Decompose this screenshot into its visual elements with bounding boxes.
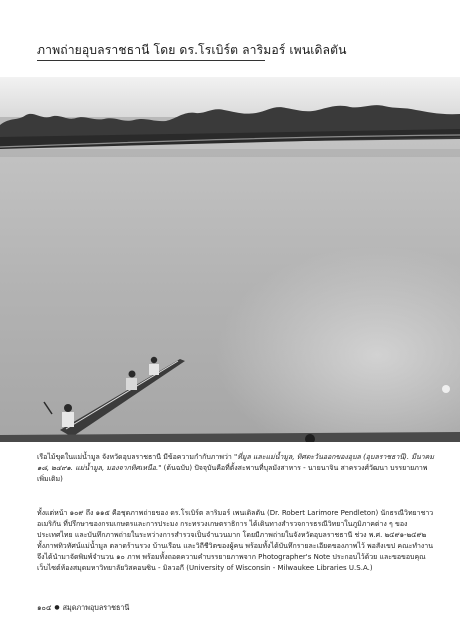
caption-text-1: เรือไม้ขุดในแม่น้ำมูล จังหวัดอุบลราชธานี มีข้อความกำกับภาพว่า "	[37, 453, 238, 461]
bullet-separator-icon: ●	[54, 604, 60, 611]
page-footer	[37, 603, 237, 614]
photo-image	[0, 77, 460, 442]
page-number: ๑๐๔	[37, 603, 52, 612]
river-photo	[0, 77, 460, 442]
photo-caption	[37, 452, 435, 485]
page-title: ภาพถ่ายอุบลราชธานี โดย ดร.โรเบิร์ต ลาริมอร์ เพนเดิลตัน	[37, 43, 347, 57]
body-paragraph: ทั้งแต่หน้า ๑๐๙ ถึง ๑๑๕ คือชุดภาพถ่ายของ ดร.โรเบิร์ต ลาริมอร์ เพนเดิลตัน (Dr. Robert Larimore Pendleton) นักธรณีวิทยาชาวอเมริกัน ที่ปรึกษาของกรมเกษตรและการประมง กระทรวงเกษตราธิการ ได้เดินทางสำรวจการธรณีวิทยาในภูมิภาคต่าง ๆ ของประเทศไทย และบันทึกภาพถ่ายในระหว่างการสำรวจเป็นจำนวนมาก โดยมีภาพถ่ายในจังหวัดอุบลราชธานี ช่วง พ.ศ. ๒๔๙๑-๒๔๙๒ ทั้งภาพทิวทัศน์แม่น้ำมูล ตลาดร้านรวง บ้านเรือน และวิถีชีวิตของผู้คน พร้อมทั้งได้บันทึกรายละเอียดของภาพไว้ พอสังเขป คณะทำงานจึงได้นำมาจัดพิมพ์จำนวน ๑๐ ภาพ พร้อมทั้งถอดความคำบรรยายภาพจาก Photographer's Note ประกอบไว้ด้วย และขอขอบคุณเว็บไซต์ห้องสมุดมหาวิทยาลัยวิสคอนซิน - มิลวอกี (University of Wisconsin - Milwaukee Libraries U.S.A.)	[37, 509, 434, 572]
book-title: สมุดภาพอุบลราชธานี	[62, 603, 130, 612]
caption-italic: ที่มูล และแม่น้ำมูล, ทิศตะวันออกของอุบล (อุบลราชธานี). มีนาคม ๑๘, ๒๔๙๑. แม่น้ำมูล, มองจากทิศเหนือ.	[37, 453, 434, 472]
caption-text-2: " (ต้นฉบับ) ปัจจุบันคือที่ตั้งสะพานที่บุลมังสาหาร - นายนาจิน สาครวงศ์วัฒนา บรรยายภาพเพิ่มเติม)	[37, 464, 428, 483]
title-underline	[37, 60, 265, 61]
